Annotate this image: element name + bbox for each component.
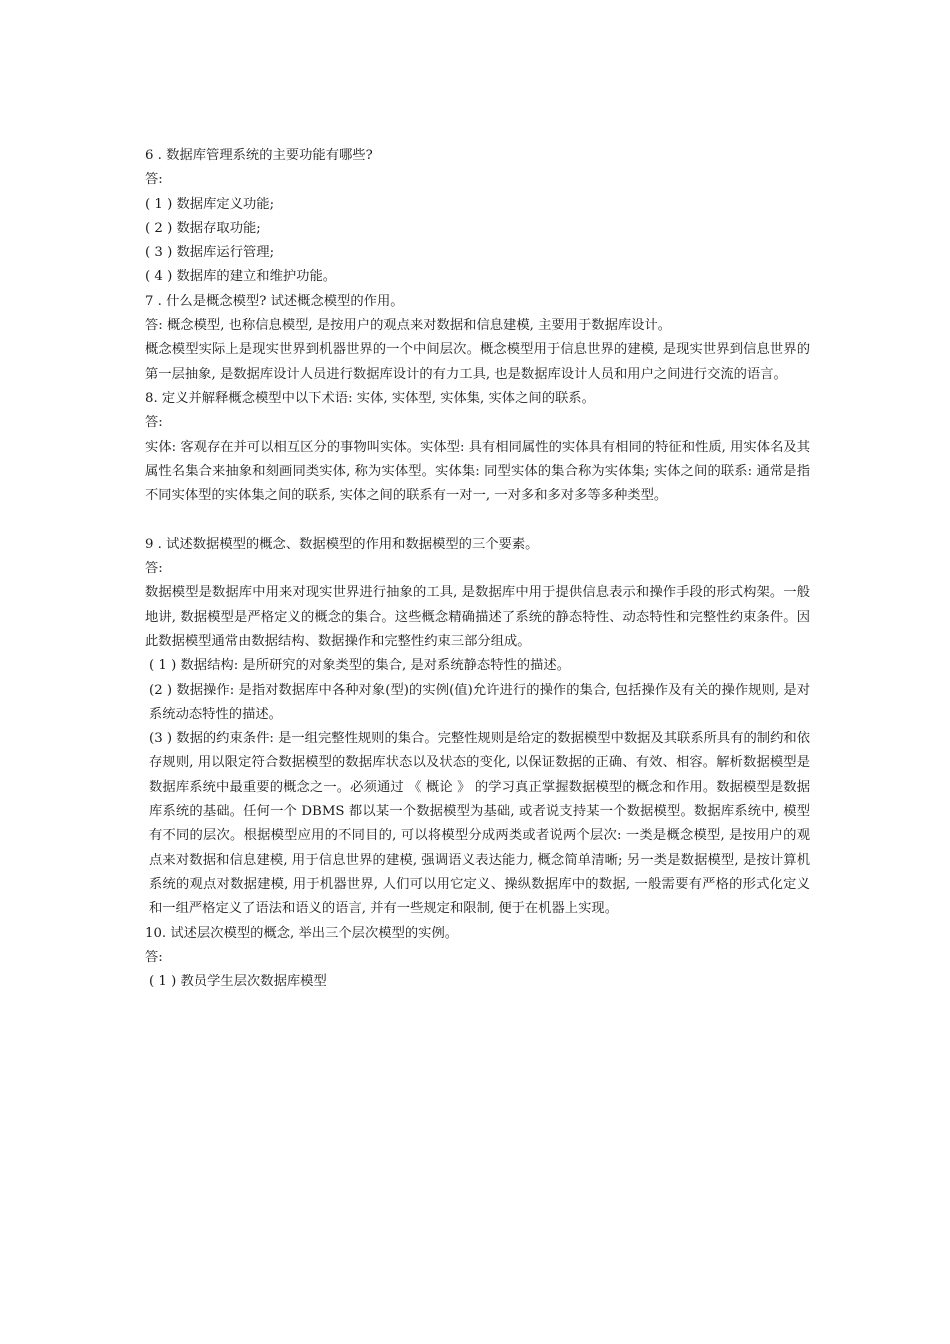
q9-item-2: (2 ) 数据操作: 是指对数据库中各种对象(型)的实例(值)允许进行的操作的集合, 包括操作及有关的操作规则, 是对系统动态特性的描述。: [149, 682, 810, 722]
q6-item-2: ( 2 ) 数据存取功能;: [145, 220, 261, 236]
blank-line: [145, 508, 810, 532]
question-6: 6 . 数据库管理系统的主要功能有哪些?: [145, 148, 373, 163]
q6-item-1: ( 1 ) 数据库定义功能;: [145, 196, 275, 212]
question-9: 9 . 试述数据模型的概念、数据模型的作用和数据模型的三个要素。: [145, 536, 539, 552]
q6-item-3: ( 3 ) 数据库运行管理;: [145, 245, 275, 261]
document-body: [145, 144, 810, 994]
question-8: 8. 定义并解释概念模型中以下术语: 实体, 实体型, 实体集, 实体之间的联系。: [145, 390, 595, 406]
q9-item-1: ( 1 ) 数据结构: 是所研究的对象类型的集合, 是对系统静态特性的描述。: [149, 658, 570, 674]
paragraph-9: 数据模型是数据库中用来对现实世界进行抽象的工具, 是数据库中用于提供信息表示和操作手段的形式构架。一般地讲, 数据模型是严格定义的概念的集合。这些概念精确描述了系统的静态特性、动态特性和完整性约束条件。因此数据模型通常由数据结构、数据操作和完整性约束三部分组成。: [145, 585, 810, 649]
answer-label-8: 答:: [145, 415, 163, 431]
q6-item-4: ( 4 ) 数据库的建立和维护功能。: [145, 269, 337, 285]
answer-7: 答: 概念模型, 也称信息模型, 是按用户的观点来对数据和信息建模, 主要用于数据库设计。: [145, 318, 672, 334]
answer-label-10: 答:: [145, 949, 163, 965]
q10-item-1: ( 1 ) 教员学生层次数据库模型: [149, 974, 327, 990]
question-10: 10. 试述层次模型的概念, 举出三个层次模型的实例。: [145, 925, 459, 941]
question-7: 7 . 什么是概念模型? 试述概念模型的作用。: [145, 293, 404, 309]
q9-item-3: (3 ) 数据的约束条件: 是一组完整性规则的集合。完整性规则是给定的数据模型中数据及其联系所具有的制约和依存规则, 用以限定符合数据模型的数据库状态以及状态的变化, 以保证数据的正确、有效、相容。解析数据模型是数据库系统中最重要的概念之一。必须通过 《 概论 》 的学习真正掌握数据模型的概念和作用。数据模型是数据库系统的基础。任何一个 DBMS 都以某一个数据模型为基础, 或者说支持某一个数据模型。数据库系统中, 模型有不同的层次。根据模型应用的不同目的, 可以将模型分成两类或者说两个层次: 一类是概念模型, 是按用户的观点来对数据和信息建模, 用于信息世界的建模, 强调语义表达能力, 概念简单清晰; 另一类是数据模型, 是按计算机系统的观点对数据建模, 用于机器世界, 人们可以用它定义、操纵数据库中的数据, 一般需要有严格的形式化定义和一组严格定义了语法和语义的语言, 并有一些规定和限制, 便于在机器上实现。: [149, 731, 810, 917]
answer-label-9: 答:: [145, 561, 163, 577]
paragraph-8: 实体: 客观存在并可以相互区分的事物叫实体。实体型: 具有相同属性的实体具有相同的特征和性质, 用实体名及其属性名集合来抽象和刻画同类实体, 称为实体型。实体集: 同型实体的集合称为实体集; 实体之间的联系: 通常是指不同实体型的实体集之间的联系, 实体之间的联系有一对一, 一对多和多对多等多种类型。: [145, 439, 810, 504]
paragraph-7: 概念模型实际上是现实世界到机器世界的一个中间层次。概念模型用于信息世界的建模, 是现实世界到信息世界的第一层抽象, 是数据库设计人员进行数据库设计的有力工具, 也是数据库设计人员和用户之间进行交流的语言。: [145, 342, 810, 382]
answer-label-6: 答:: [145, 172, 163, 188]
